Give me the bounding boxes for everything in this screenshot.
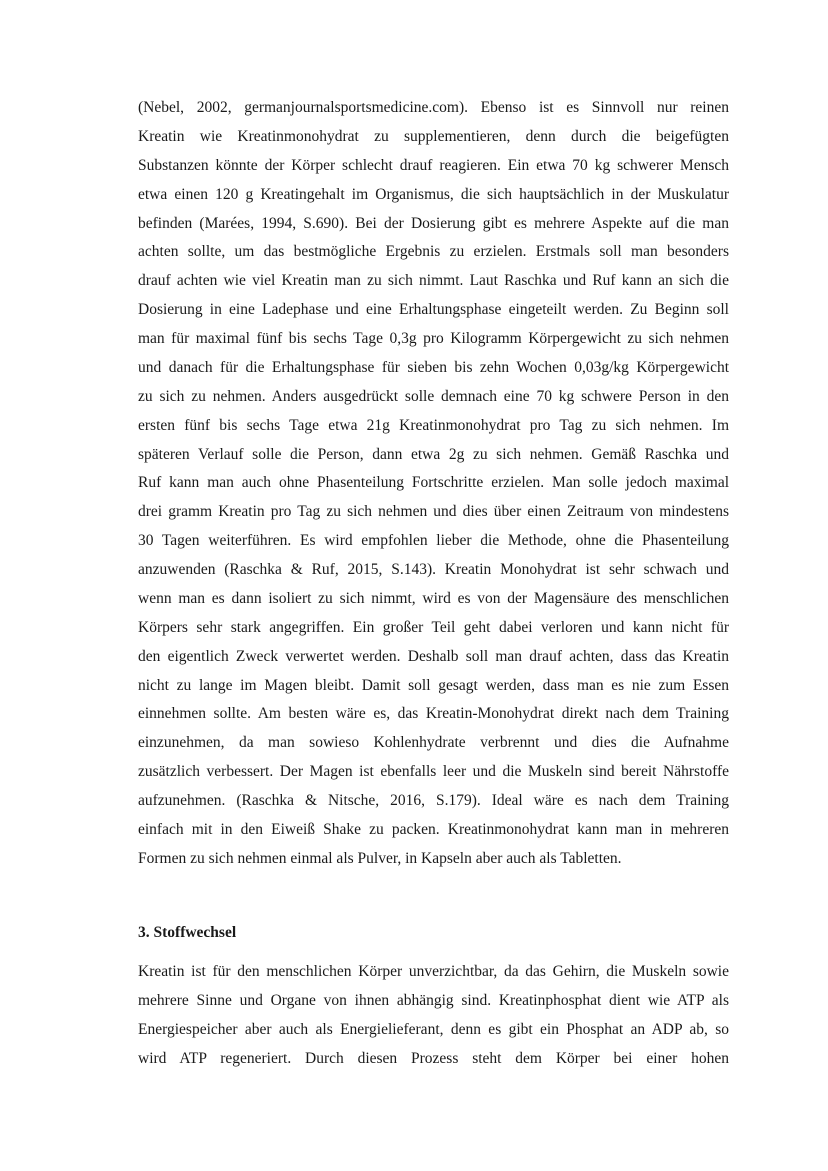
text-line: achten sollte, um das bestmögliche Ergebnis zu erzielen. Erstmals soll man besonders [138, 243, 729, 261]
text-line: aufzunehmen. (Raschka & Nitsche, 2016, S.179). Ideal wäre es nach dem Training [138, 792, 729, 809]
text-line: Kreatin ist für den menschlichen Körper unverzichtbar, da das Gehirn, die Muskeln sowie [138, 963, 729, 980]
paragraph-metabolism [138, 958, 729, 1074]
text-line: einfach mit in den Eiweiß Shake zu packen. Kreatinmonohydrat kann man in mehreren [138, 820, 729, 838]
text-line: nicht zu lange im Magen bleibt. Damit soll gesagt werden, dass man es nie zum Essen [138, 676, 729, 694]
text-line: befinden (Marées, 1994, S.690). Bei der Dosierung gibt es mehrere Aspekte auf die man [138, 214, 729, 232]
text-line: zusätzlich verbessert. Der Magen ist ebenfalls leer und die Muskeln sind bereit Nährstoffe [138, 763, 729, 781]
text-line: drei gramm Kreatin pro Tag zu sich nehmen und dies über einen Zeitraum von mindestens [138, 503, 729, 521]
text-line: einnehmen sollte. Am besten wäre es, das Kreatin-Monohydrat direkt nach dem Training [138, 705, 729, 723]
text-line: einzunehmen, da man sowieso Kohlenhydrate verbrennt und dies die Aufnahme [138, 734, 729, 752]
text-line: Körpers sehr stark angegriffen. Ein großer Teil geht dabei verloren und kann nicht für [138, 618, 729, 636]
text-line: man für maximal fünf bis sechs Tage 0,3g pro Kilogramm Körpergewicht zu sich nehmen [138, 330, 729, 347]
text-line: ersten fünf bis sechs Tage etwa 21g Kreatinmonohydrat pro Tag zu sich nehmen. Im [138, 416, 729, 434]
text-line: und danach für die Erhaltungsphase für sieben bis zehn Wochen 0,03g/kg Körpergewicht [138, 358, 729, 376]
text-line: Kreatin wie Kreatinmonohydrat zu supplementieren, denn durch die beigefügten [138, 127, 729, 145]
text-line: anzuwenden (Raschka & Ruf, 2015, S.143). Kreatin Monohydrat ist sehr schwach und [138, 561, 729, 578]
text-line: 30 Tagen weiterführen. Es wird empfohlen lieber die Methode, ohne die Phasenteilung [138, 532, 729, 550]
text-line: den eigentlich Zweck verwertet werden. Deshalb soll man drauf achten, dass das Kreatin [138, 647, 729, 665]
text-line: etwa einen 120 g Kreatingehalt im Organismus, die sich hauptsächlich in der Muskulatur [138, 185, 729, 203]
text-line: Ruf kann man auch ohne Phasenteilung Fortschritte erzielen. Man solle jedoch maximal [138, 474, 729, 492]
text-line: späteren Verlauf solle die Person, dann etwa 2g zu sich nehmen. Gemäß Raschka und [138, 445, 729, 463]
text-line: Substanzen könnte der Körper schlecht drauf reagieren. Ein etwa 70 kg schwerer Mensch [138, 156, 729, 174]
text-line: drauf achten wie viel Kreatin man zu sich nimmt. Laut Raschka und Ruf kann an sich die [138, 272, 729, 290]
text-line: Energiespeicher aber auch als Energielieferant, denn es gibt ein Phosphat an ADP ab, so [138, 1020, 729, 1038]
text-line: Formen zu sich nehmen einmal als Pulver, in Kapseln aber auch als Tabletten. [138, 849, 622, 867]
text-line: zu sich zu nehmen. Anders ausgedrückt solle demnach eine 70 kg schwere Person in den [138, 387, 729, 405]
section-heading: 3. Stoffwechsel [138, 924, 237, 941]
text-line: Dosierung in eine Ladephase und eine Erhaltungsphase eingeteilt werden. Zu Beginn soll [138, 301, 729, 319]
text-line: mehrere Sinne und Organe von ihnen abhängig sind. Kreatinphosphat dient wie ATP als [138, 991, 729, 1009]
text-line: wird ATP regeneriert. Durch diesen Prozess steht dem Körper bei einer hohen [138, 1049, 729, 1067]
paragraph-creatine-dosage [138, 94, 729, 874]
text-line: (Nebel, 2002, germanjournalsportsmedicine.com). Ebenso ist es Sinnvoll nur reinen [138, 99, 729, 116]
text-line: wenn man es dann isoliert zu sich nimmt, wird es von der Magensäure des menschlichen [138, 589, 729, 607]
